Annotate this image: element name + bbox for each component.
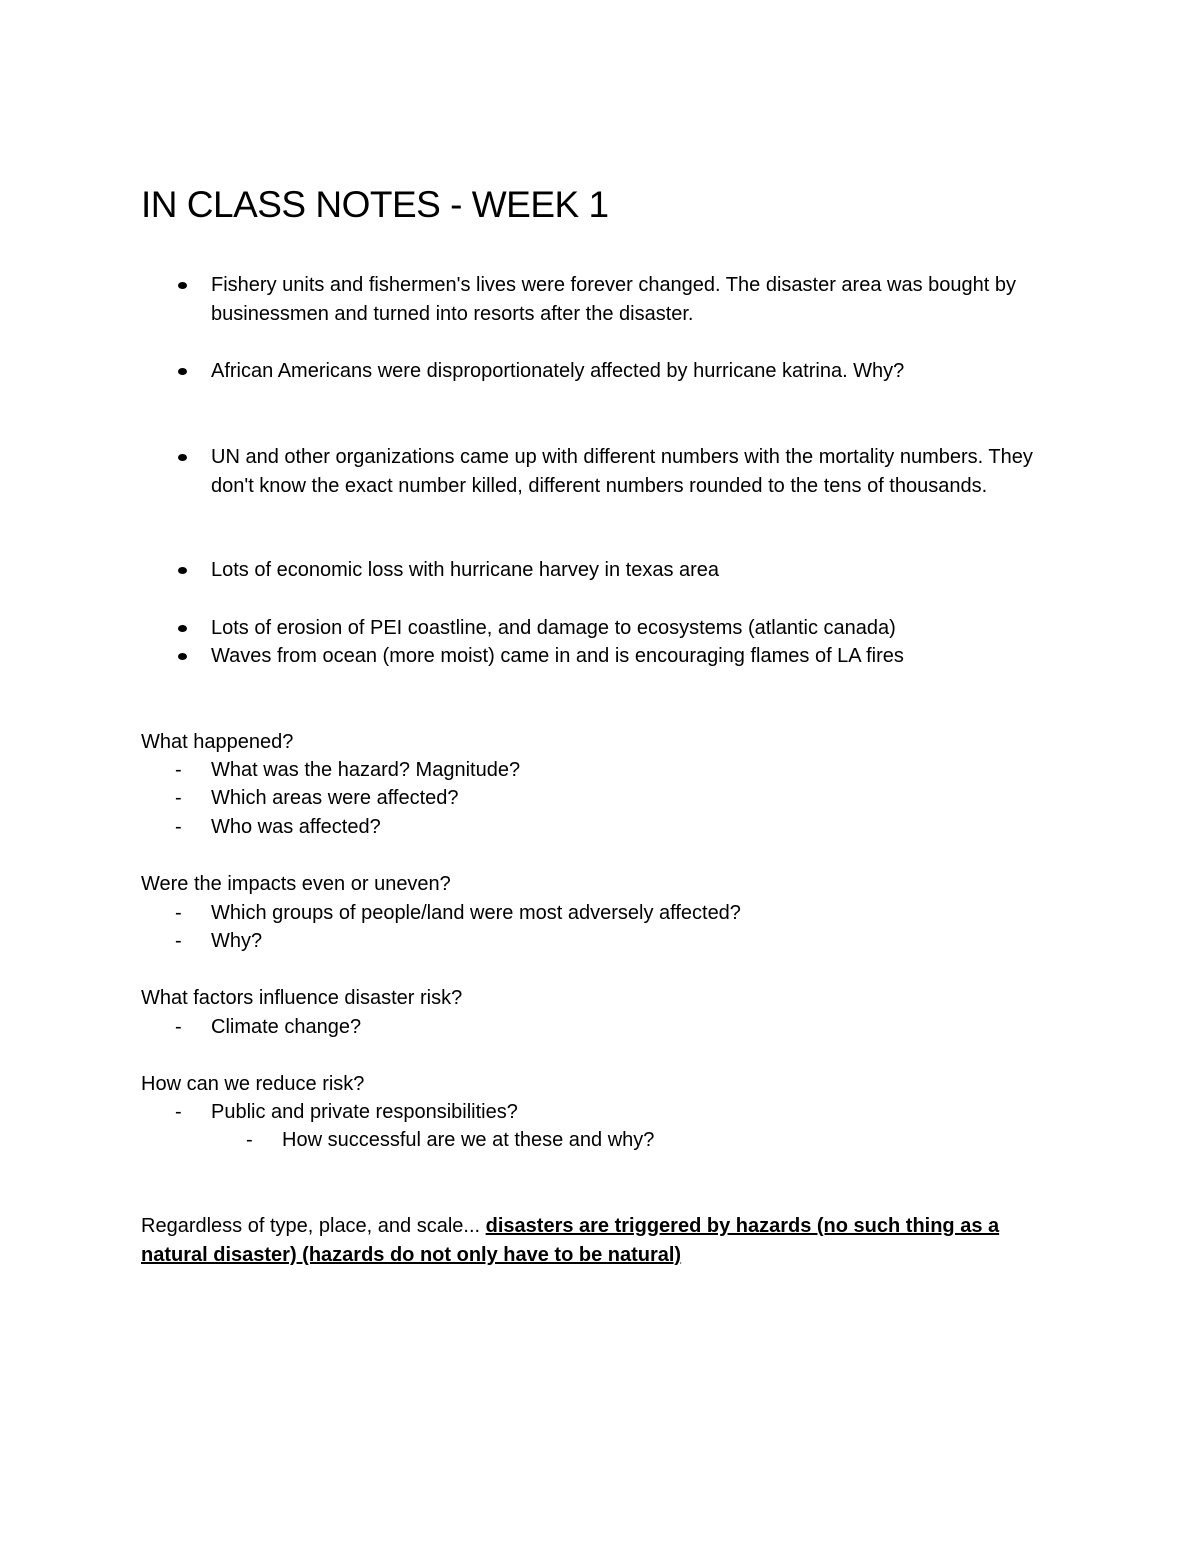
question-nested-subitem: - How successful are we at these and why?: [282, 1126, 654, 1155]
bullet-item: Waves from ocean (more moist) came in and is encouraging flames of LA fires: [211, 642, 1071, 671]
question-heading: What happened?: [141, 731, 294, 753]
question-heading: Were the impacts even or uneven?: [141, 873, 451, 895]
conclusion-paragraph: [141, 1212, 1066, 1270]
bullet-item: African Americans were disproportionately affected by hurricane katrina. Why?: [211, 357, 1071, 386]
question-subitem: - Climate change?: [211, 1013, 361, 1042]
question-subitem: - Who was affected?: [211, 813, 381, 842]
bullet-item: Fishery units and fishermen's lives were forever changed. The disaster area was bought by businessmen and turned into resorts after the disaster.: [211, 271, 1071, 328]
bullet-item: Lots of erosion of PEI coastline, and damage to ecosystems (atlantic canada): [211, 614, 1071, 643]
question-subitem: - Why?: [211, 927, 262, 956]
question-subitem: - What was the hazard? Magnitude?: [211, 756, 520, 785]
question-heading: What factors influence disaster risk?: [141, 987, 463, 1009]
page-title: IN CLASS NOTES - WEEK 1: [141, 184, 609, 225]
conclusion-lead: Regardless of type, place, and scale...: [141, 1215, 486, 1237]
bullet-item: UN and other organizations came up with different numbers with the mortality numbers. They don't know the exact number killed, different numbers rounded to the tens of thousands.: [211, 443, 1071, 500]
question-subitem: - Which groups of people/land were most adversely affected?: [211, 899, 741, 928]
conclusion-emphasis: disasters are triggered by hazards (no such thing as a natural disaster) (hazards do not only have to be natural): [141, 1215, 1000, 1266]
bullet-item: Lots of economic loss with hurricane harvey in texas area: [211, 556, 1071, 585]
question-heading: How can we reduce risk?: [141, 1073, 365, 1095]
question-subitem: - Public and private responsibilities?: [211, 1098, 518, 1127]
question-subitem: - Which areas were affected?: [211, 784, 459, 813]
